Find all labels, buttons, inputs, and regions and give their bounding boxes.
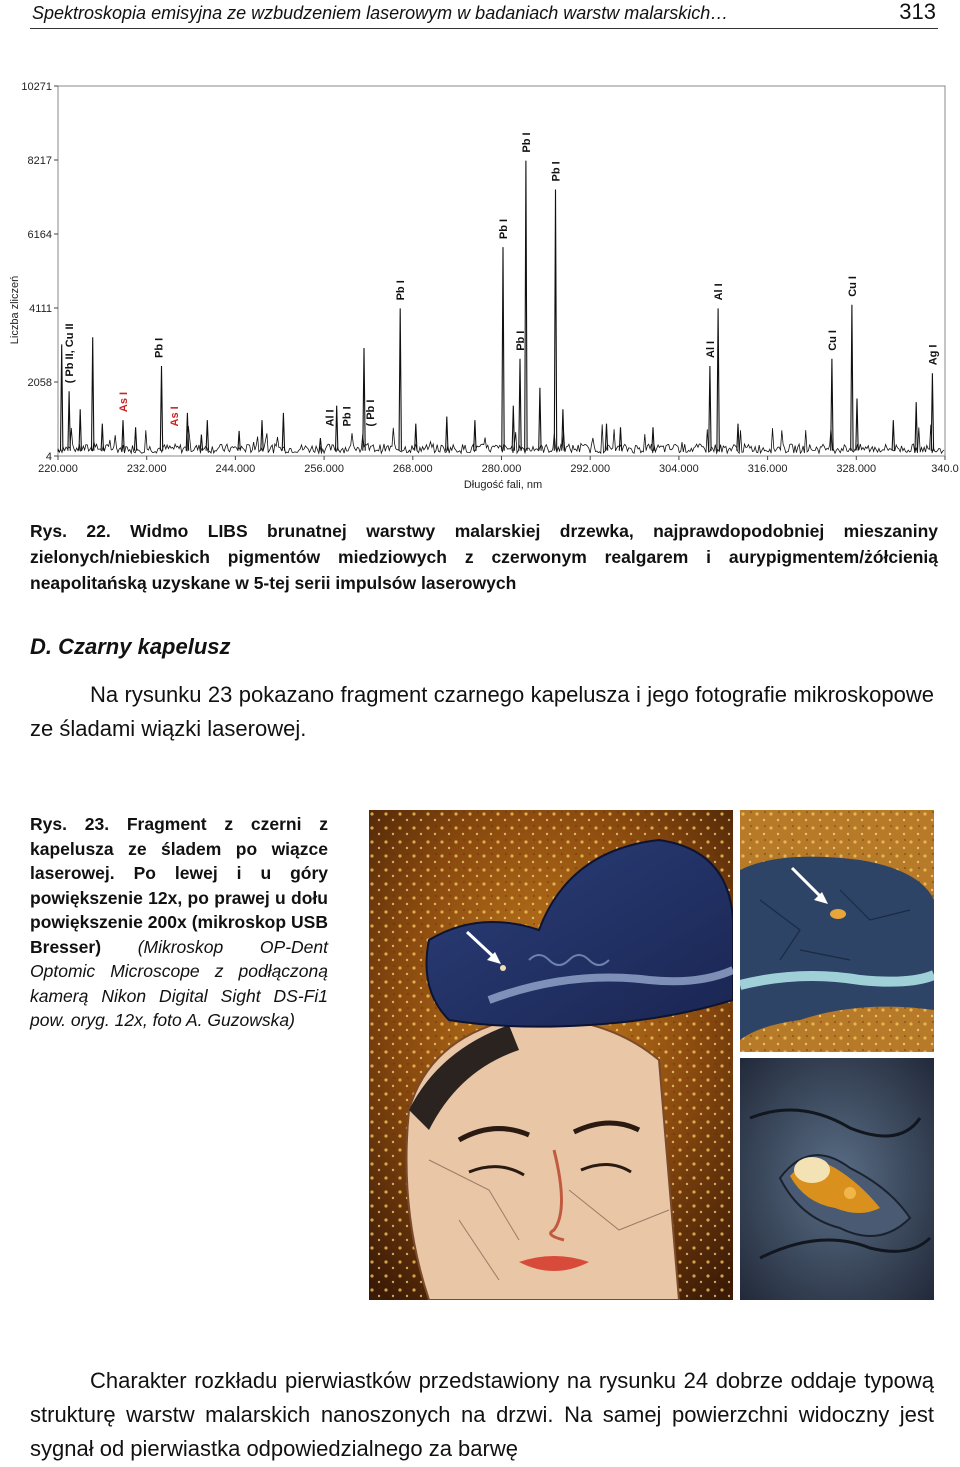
peak-annotation: Cu I	[826, 330, 839, 351]
x-tick-label: 340.0	[931, 463, 959, 475]
photo-hat-fragment	[369, 810, 733, 1300]
spectrum-peak	[282, 413, 284, 451]
spectrum-peak	[605, 424, 607, 451]
peak-annotation: ( Pb I	[364, 399, 377, 427]
x-tick-label: 316.000	[747, 463, 788, 475]
spectrum-peak	[915, 402, 917, 451]
figure-22-caption: Rys. 22. Widmo LIBS brunatnej warstwy malarskiej drzewka, najprawdopodobniej mieszaniny zielonych/niebieskich pigmentów miedziowych z czerwonym realgarem i aurypigmentem/żółcienią neapolitańską uzyskane w 5-tej serii impulsów laserowych	[30, 521, 938, 593]
spectrum-baseline	[58, 424, 944, 453]
page-number: 313	[899, 0, 936, 24]
peak-annotation: Pb I	[520, 132, 533, 153]
x-tick-label: 232.000	[126, 463, 167, 475]
spectrum-peak	[101, 424, 103, 451]
y-tick-label: 6164	[27, 229, 52, 241]
spectrum-peak	[206, 420, 208, 451]
peak-annotation: Al I	[713, 283, 726, 301]
spectrum-peak	[519, 359, 521, 451]
spectrum-peak	[200, 435, 202, 451]
photo-magnified-200x	[740, 1058, 934, 1300]
x-tick-label: 292.000	[570, 463, 611, 475]
y-axis-label: Liczba zliczeń	[9, 275, 21, 345]
peak-annotation: Pb I	[341, 406, 354, 427]
x-tick-label: 256.000	[304, 463, 344, 475]
spectrum-peak	[79, 409, 81, 450]
peak-annotation: Cu I	[846, 276, 859, 297]
spectrum-peak	[399, 308, 401, 450]
spectrum-peak	[474, 420, 476, 451]
peak-annotation: Pb I	[153, 337, 166, 358]
spectrum-peak	[709, 366, 711, 451]
y-tick-label: 10271	[21, 81, 52, 93]
x-tick-label: 220.000	[38, 463, 78, 475]
running-title: Spektroskopia emisyjna ze wzbudzeniem laserowym w badaniach warstw malarskich…	[32, 3, 729, 23]
spectrum-peak	[415, 424, 417, 451]
y-tick-label: 2058	[27, 377, 52, 389]
libs-spectrum-chart	[0, 70, 960, 500]
spectrum-peak	[512, 406, 514, 451]
peak-annotation: Al I	[704, 340, 717, 358]
spectrum-peak	[68, 391, 70, 450]
spectrum-peak	[61, 344, 63, 450]
x-tick-label: 304.000	[659, 463, 699, 475]
spectrum-peak	[619, 427, 621, 450]
peak-annotation: Al I	[324, 409, 337, 427]
paragraph-intro: Na rysunku 23 pokazano fragment czarnego kapelusza i jego fotografie mikroskopowe ze śladami wiązki laserowej.	[30, 682, 934, 741]
spectrum-peak	[363, 348, 365, 451]
spectrum-peak	[539, 388, 541, 451]
y-tick-label: 4111	[29, 303, 52, 315]
x-tick-label: 328.000	[836, 463, 877, 475]
peak-annotation: Pb I	[395, 280, 408, 301]
spectrum-peak	[851, 305, 853, 451]
paragraph-distribution: Charakter rozkładu pierwiastków przedstawiony na rysunku 24 dobrze oddaje typową strukturę warstw malarskich nanoszonych na drzwi. Na samej powierzchni widoczny jest sygnał od pierwiastka odpowiedzialnego za barwę	[30, 1368, 934, 1461]
peak-annotation: Pb I	[550, 161, 563, 182]
x-tick-label: 244.000	[215, 463, 256, 475]
spectrum-peak	[134, 427, 136, 450]
peak-annotation: Pb I	[498, 218, 510, 240]
section-heading: D. Czarny kapelusz	[30, 634, 231, 659]
spectrum-peak	[261, 420, 263, 451]
y-tick-label: 4	[45, 451, 52, 463]
spectrum-peak	[554, 190, 556, 451]
page-header	[30, 0, 938, 29]
spectrum-peak	[92, 337, 94, 451]
spectrum-peak	[446, 417, 448, 451]
x-tick-label: 268.000	[392, 463, 433, 475]
spectrum-peak	[717, 308, 719, 450]
peak-annotation: Ag I	[927, 344, 940, 366]
peak-annotation: ( Pb II, Cu II	[64, 323, 77, 384]
spectrum-peak	[160, 366, 162, 451]
x-axis-label: Długość fali, nm	[463, 479, 543, 491]
spectrum-peak	[525, 161, 527, 451]
figure-23-caption-main: Rys. 23. Fragment z czerni z kapelusza ze śladem po wiązce laserowej. Po lewej i u góry powiększenie 12x, po prawej u dołu powiększenie 200x (mikroskop USB Bresser)	[30, 814, 328, 957]
y-tick-label: 8217	[27, 155, 52, 167]
figure-23-caption	[30, 812, 328, 1033]
peak-annotation: As I	[169, 406, 181, 427]
x-tick-label: 280.000	[481, 463, 522, 475]
spectrum-peak	[856, 399, 858, 451]
spectrum-peak	[652, 427, 654, 450]
peak-annotation: As I	[118, 391, 130, 413]
photo-magnified-12x	[740, 810, 934, 1052]
spectrum-peak	[502, 247, 504, 451]
figure-23-caption-credit: (Mikroskop OP-Dent Optomic Microscope z podłączoną kamerą Nikon Digital Sight DS-Fi1 pow. oryg. 12x, foto A. Guzowska)	[30, 936, 328, 1030]
plot-frame	[58, 86, 945, 456]
peak-annotation: Pb I	[515, 330, 527, 351]
spectrum-peak	[892, 420, 894, 451]
spectrum-peak	[737, 424, 739, 451]
spectrum-peak	[931, 373, 933, 450]
